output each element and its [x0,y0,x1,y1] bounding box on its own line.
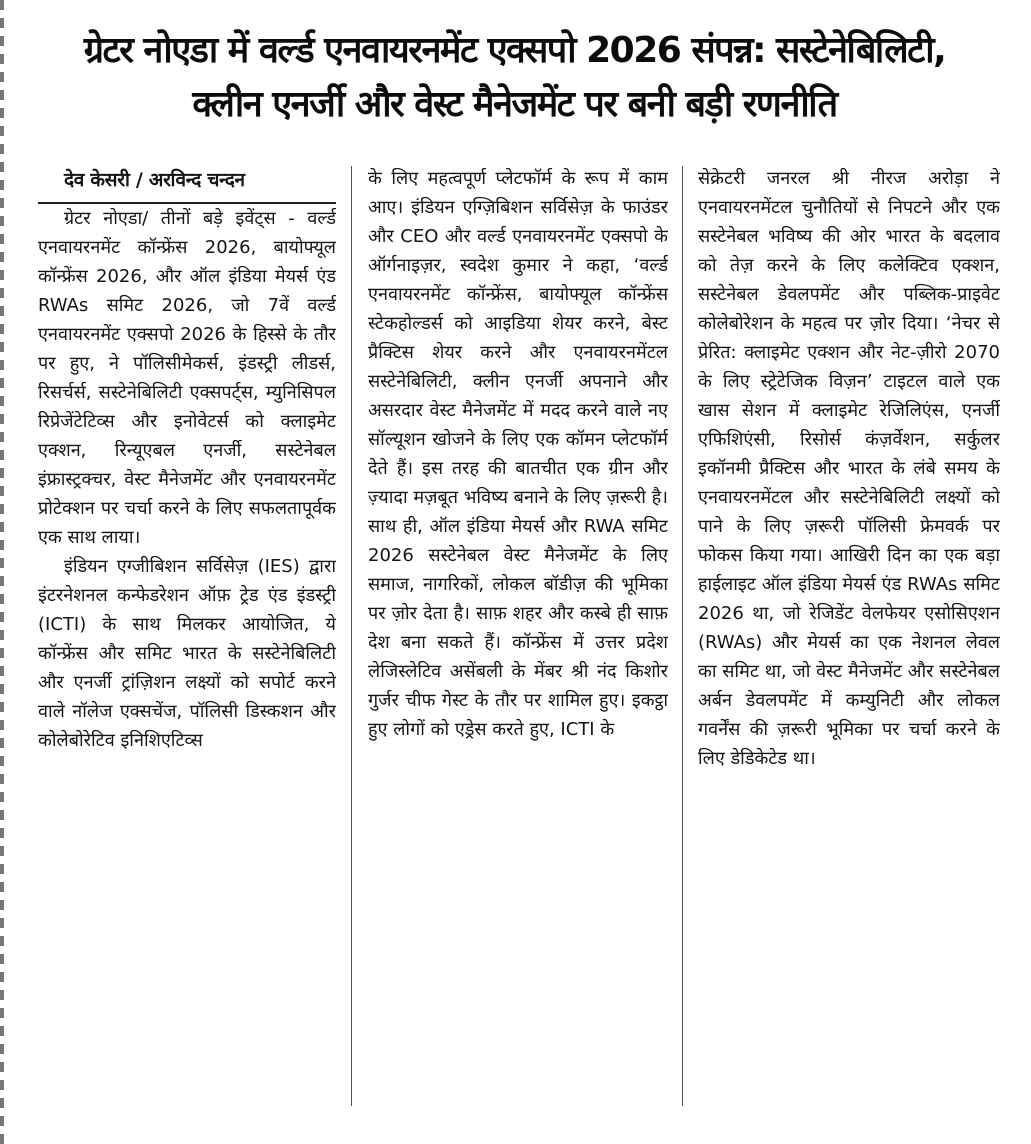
column-divider [351,166,352,1106]
byline: देव केसरी / अरविन्द चन्दन [38,164,336,204]
paragraph: सेक्रेटरी जनरल श्री नीरज अरोड़ा ने एनवायरनमेंटल चुनौतियों से निपटने और एक सस्टेनेबल भविष्य की ओर भारत के बदलाव को तेज़ करने के लिए कलेक्टिव एक्शन, सस्टेनेबल डेवलपमेंट और पब्लिक-प्राइवेट कोलेबोरेशन के महत्व पर ज़ोर दिया। ‘नेचर से प्रेरित: क्लाइमेट एक्शन और नेट-ज़ीरो 2070 के लिए स्ट्रेटेजिक विज़न’ टाइटल वाले एक खास सेशन में क्लाइमेट रेजिलिएंस, एनर्जी एफिशिएंसी, रिसोर्स कंज़र्वेशन, सर्कुलर इकॉनमी प्रैक्टिस और भारत के लंबे समय के एनवायरनमेंटल और सस्टेनेबिलिटी लक्ष्यों को पाने के लिए ज़रूरी पॉलिसी फ्रेमवर्क पर फोकस किया गया। आखिरी दिन का एक बड़ा हाईलाइट ऑल इंडिया मेयर्स एंड RWAs समिट 2026 था, जो रेजिडेंट वेलफेयर एसोसिएशन (RWAs) और मेयर्स का एक नेशनल लेवल का समिट था, जो वेस्ट मैनेजमेंट और सस्टेनेबल अर्बन डेवलपमेंट में कम्युनिटी और लोकल गवर्नेंस की ज़रूरी भूमिका पर चर्चा करने के लिए डेडिकेटेड था। [698,168,1000,769]
headline-line-2: क्लीन एनर्जी और वेस्ट मैनेजमेंट पर बनी बड़ी रणनीति [192,84,837,125]
article-column-2 [368,164,668,1124]
paragraph: ग्रेटर नोएडा/ तीनों बड़े इवेंट्स - वर्ल्ड एनवायरनमेंट कॉन्फ्रेंस 2026, बायोफ्यूल कॉन्फ्रेंस 2026, और ऑल इंडिया मेयर्स एंड RWAs समिट 2026, जो 7वें वर्ल्ड एनवायरनमेंट एक्सपो 2026 के हिस्से के तौर पर हुए, ने पॉलिसीमेकर्स, इंडस्ट्री लीडर्स, रिसर्चर्स, सस्टेनेबिलिटी एक्सपर्ट्स, म्युनिसिपल रिप्रेजेंटेटिव्स और इनोवेटर्स को क्लाइमेट एक्शन, रिन्यूएबल एनर्जी, सस्टेनेबल इंफ्रास्ट्रक्चर, वेस्ट मैनेजमेंट और एनवायरनमेंट प्रोटेक्शन पर चर्चा करने के लिए सफलतापूर्वक एक साथ लाया। [38,208,336,548]
article-column-1 [38,164,336,1124]
page-edge-dashes [0,0,4,1144]
headline-line-1: ग्रेटर नोएडा में वर्ल्ड एनवायरनमेंट एक्सपो 2026 संपन्न: सस्टेनेबिलिटी, [83,30,946,71]
column-divider [682,166,683,1106]
headline [12,24,1017,132]
paragraph: इंडियन एग्जीबिशन सर्विसेज़ (IES) द्वारा इंटरनेशनल कन्फेडरेशन ऑफ़ ट्रेड एंड इंडस्ट्री (ICTI) के साथ मिलकर आयोजित, ये कॉन्फ्रेंस और समिट भारत के सस्टेनेबिलिटी और एनर्जी ट्रांज़िशन लक्ष्यों को सपोर्ट करने वाले नॉलेज एक्सचेंज, पॉलिसी डिस्कशन और कोलेबोरेटिव इनिशिएटिव्स [38,556,336,751]
article-column-3 [698,164,1000,1124]
paragraph: के लिए महत्वपूर्ण प्लेटफॉर्म के रूप में काम आए। इंडियन एग्ज़िबिशन सर्विसेज़ के फाउंडर और CEO और वर्ल्ड एनवायरनमेंट एक्सपो के ऑर्गनाइज़र, स्वदेश कुमार ने कहा, ‘वर्ल्ड एनवायरनमेंट कॉन्फ्रेंस, बायोफ्यूल कॉन्फ्रेंस स्टेकहोल्डर्स को आइडिया शेयर करने, बेस्ट प्रैक्टिस शेयर करने और एनवायरनमेंटल सस्टेनेबिलिटी, क्लीन एनर्जी अपनाने और असरदार वेस्ट मैनेजमेंट में मदद करने वाले नए सॉल्यूशन खोजने के लिए एक कॉमन प्लेटफॉर्म देते हैं। इस तरह की बातचीत एक ग्रीन और ज़्यादा मज़बूत भविष्य बनाने के लिए ज़रूरी है। साथ ही, ऑल इंडिया मेयर्स और RWA समिट 2026 सस्टेनेबल वेस्ट मैनेजमेंट के लिए समाज, नागरिकों, लोकल बॉडीज़ की भूमिका पर ज़ोर देता है। साफ़ शहर और कस्बे ही साफ़ देश बना सकते हैं। कॉन्फ्रेंस में उत्तर प्रदेश लेजिस्लेटिव असेंबली के मेंबर श्री नंद किशोर गुर्जर चीफ गेस्ट के तौर पर शामिल हुए। इकट्ठा हुए लोगों को एड्रेस करते हुए, ICTI के [368,168,668,740]
